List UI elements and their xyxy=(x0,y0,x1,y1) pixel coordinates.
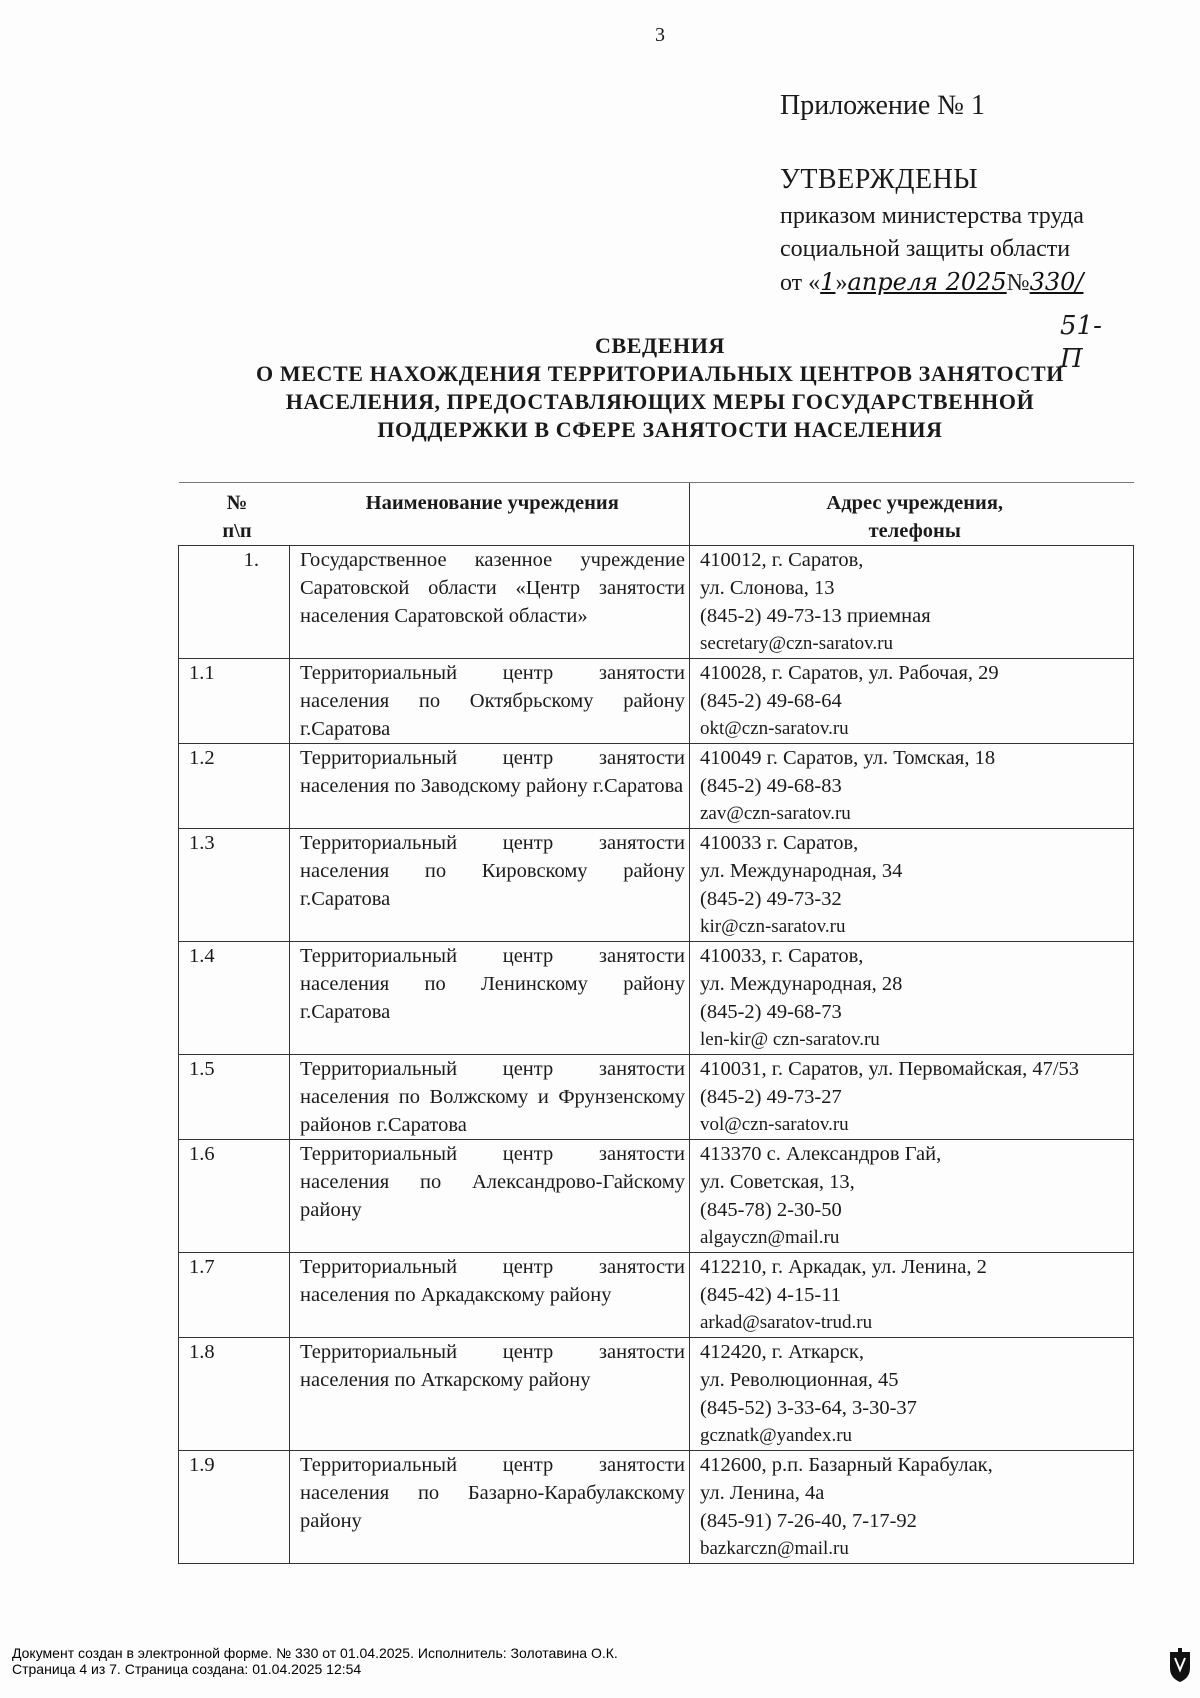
institution-email: bazkarczn@mail.ru xyxy=(700,1538,849,1559)
footer-line-2: Страница 4 из 7. Страница создана: 01.04.2025 12:54 xyxy=(12,1661,362,1677)
institution-name: Территориальный центр занятости населения по Аркадакскому району xyxy=(290,1253,690,1338)
approval-line-1: приказом министерства труда xyxy=(780,203,1084,229)
row-number: 1.8 xyxy=(179,1338,290,1451)
table-row xyxy=(179,1338,1134,1451)
institution-address-cell xyxy=(690,546,1134,659)
institution-address: 410049 г. Саратов, ул. Томская, 18 (845-2) 49-68-83 xyxy=(700,747,996,797)
row-number: 1.3 xyxy=(179,829,290,942)
table-header-row xyxy=(179,483,1134,546)
institution-address-cell xyxy=(690,1451,1134,1564)
institution-address-cell xyxy=(690,829,1134,942)
header-address: Адрес учреждения, телефоны xyxy=(690,483,1134,546)
table-row xyxy=(179,942,1134,1055)
date-month-year: апреля 2025 xyxy=(847,268,1007,296)
order-number-suffix: 51-П xyxy=(1060,311,1102,374)
approval-block xyxy=(780,160,1102,374)
institution-address-cell xyxy=(690,744,1134,829)
order-number: 330/ xyxy=(1029,268,1084,296)
institution-address-cell xyxy=(690,942,1134,1055)
institution-address: 412600, р.п. Базарный Карабулак, ул. Ленина, 4а (845-91) 7-26-40, 7-17-92 xyxy=(700,1454,993,1532)
header-name: Наименование учреждения xyxy=(290,483,690,546)
date-mid: » xyxy=(835,270,848,296)
institution-name: Государственное казенное учреждение Саратовской области «Центр занятости населения Саратовской области» xyxy=(290,546,690,659)
institution-address: 413370 с. Александров Гай, ул. Советская, 13, (845-78) 2-30-50 xyxy=(700,1143,942,1221)
row-number: 1.1 xyxy=(179,659,290,744)
institution-email: okt@czn-saratov.ru xyxy=(700,718,849,739)
date-day: 1 xyxy=(820,268,836,296)
row-number: 1.7 xyxy=(179,1253,290,1338)
institution-email: gcznatk@yandex.ru xyxy=(700,1425,853,1446)
date-prefix: от « xyxy=(780,270,821,296)
institution-address: 410033 г. Саратов, ул. Международная, 34 (845-2) 49-73-32 xyxy=(700,832,903,910)
institution-address: 410012, г. Саратов, ул. Слонова, 13 (845-2) 49-73-13 приемная xyxy=(700,549,931,627)
institution-email: vol@czn-saratov.ru xyxy=(700,1114,849,1135)
row-number: 1.5 xyxy=(179,1055,290,1140)
institution-name: Территориальный центр занятости населения по Аткарскому району xyxy=(290,1338,690,1451)
institution-address-cell xyxy=(690,1253,1134,1338)
institution-address-cell xyxy=(690,1338,1134,1451)
approval-title: УТВЕРЖДЕНЫ xyxy=(780,164,979,195)
row-number: 1.2 xyxy=(179,744,290,829)
row-number: 1.4 xyxy=(179,942,290,1055)
institution-email: secretary@czn-saratov.ru xyxy=(700,633,893,654)
row-number: 1. xyxy=(179,546,290,659)
institution-name: Территориальный центр занятости населения по Базарно-Карабулакскому району xyxy=(290,1451,690,1564)
institution-address: 410028, г. Саратов, ул. Рабочая, 29 (845-2) 49-68-64 xyxy=(700,662,999,712)
institution-address: 410033, г. Саратов, ул. Международная, 28 (845-2) 49-68-73 xyxy=(700,945,903,1023)
institution-address: 412210, г. Аркадак, ул. Ленина, 2 (845-42) 4-15-11 xyxy=(700,1256,987,1306)
appendix-label: Приложение № 1 xyxy=(780,90,985,121)
institution-address-cell xyxy=(690,659,1134,744)
footer-line-1: Документ создан в электронной форме. № 330 от 01.04.2025. Исполнитель: Золотавина О.К. xyxy=(12,1645,618,1661)
institution-name: Территориальный центр занятости населения по Александрово-Гайскому району xyxy=(290,1140,690,1253)
table-row xyxy=(179,1451,1134,1564)
institution-address-cell xyxy=(690,1140,1134,1253)
institution-email: arkad@saratov-trud.ru xyxy=(700,1312,873,1333)
row-number: 1.6 xyxy=(179,1140,290,1253)
table-row xyxy=(179,1253,1134,1338)
institution-name: Территориальный центр занятости населения по Заводскому району г.Саратова xyxy=(290,744,690,829)
order-number-prefix: № xyxy=(1006,270,1030,296)
institution-address: 412420, г. Аткарск, ул. Революционная, 45 (845-52) 3-33-64, 3-30-37 xyxy=(700,1341,917,1419)
institution-name: Территориальный центр занятости населения по Волжскому и Фрунзенскому районов г.Саратова xyxy=(290,1055,690,1140)
institution-email: len-kir@ czn-saratov.ru xyxy=(700,1029,880,1050)
institution-name: Территориальный центр занятости населения по Ленинскому району г.Саратова xyxy=(290,942,690,1055)
institution-email: kir@czn-saratov.ru xyxy=(700,916,846,937)
table-row xyxy=(179,1055,1134,1140)
employment-centers-table xyxy=(178,482,1134,1564)
header-number: № п\п xyxy=(179,483,290,546)
coat-of-arms-icon xyxy=(1168,1648,1192,1684)
table-row xyxy=(179,744,1134,829)
institution-address: 410031, г. Саратов, ул. Первомайская, 47/53 (845-2) 49-73-27 xyxy=(700,1058,1080,1108)
institution-address-cell xyxy=(690,1055,1134,1140)
table-row xyxy=(179,546,1134,659)
institution-name: Территориальный центр занятости населения по Кировскому району г.Саратова xyxy=(290,829,690,942)
row-number: 1.9 xyxy=(179,1451,290,1564)
approval-line-2: социальной защиты области xyxy=(780,236,1071,262)
institution-email: algayczn@mail.ru xyxy=(700,1227,840,1248)
document-footer xyxy=(12,1645,618,1677)
approval-date-line xyxy=(780,266,1084,300)
heading-line-4: ПОДДЕРЖКИ В СФЕРЕ ЗАНЯТОСТИ НАСЕЛЕНИЯ xyxy=(377,417,943,442)
heading-line-3: НАСЕЛЕНИЯ, ПРЕДОСТАВЛЯЮЩИХ МЕРЫ ГОСУДАРСТВЕННОЙ xyxy=(285,389,1035,414)
table-row xyxy=(179,659,1134,744)
heading-line-1: СВЕДЕНИЯ xyxy=(595,333,725,358)
document-heading xyxy=(200,332,1120,444)
table-row xyxy=(179,829,1134,942)
table-row xyxy=(179,1140,1134,1253)
heading-line-2: О МЕСТЕ НАХОЖДЕНИЯ ТЕРРИТОРИАЛЬНЫХ ЦЕНТРОВ ЗАНЯТОСТИ xyxy=(256,361,1064,386)
page-number: 3 xyxy=(655,24,665,46)
institution-email: zav@czn-saratov.ru xyxy=(700,803,851,824)
institution-name: Территориальный центр занятости населения по Октябрьскому району г.Саратова xyxy=(290,659,690,744)
